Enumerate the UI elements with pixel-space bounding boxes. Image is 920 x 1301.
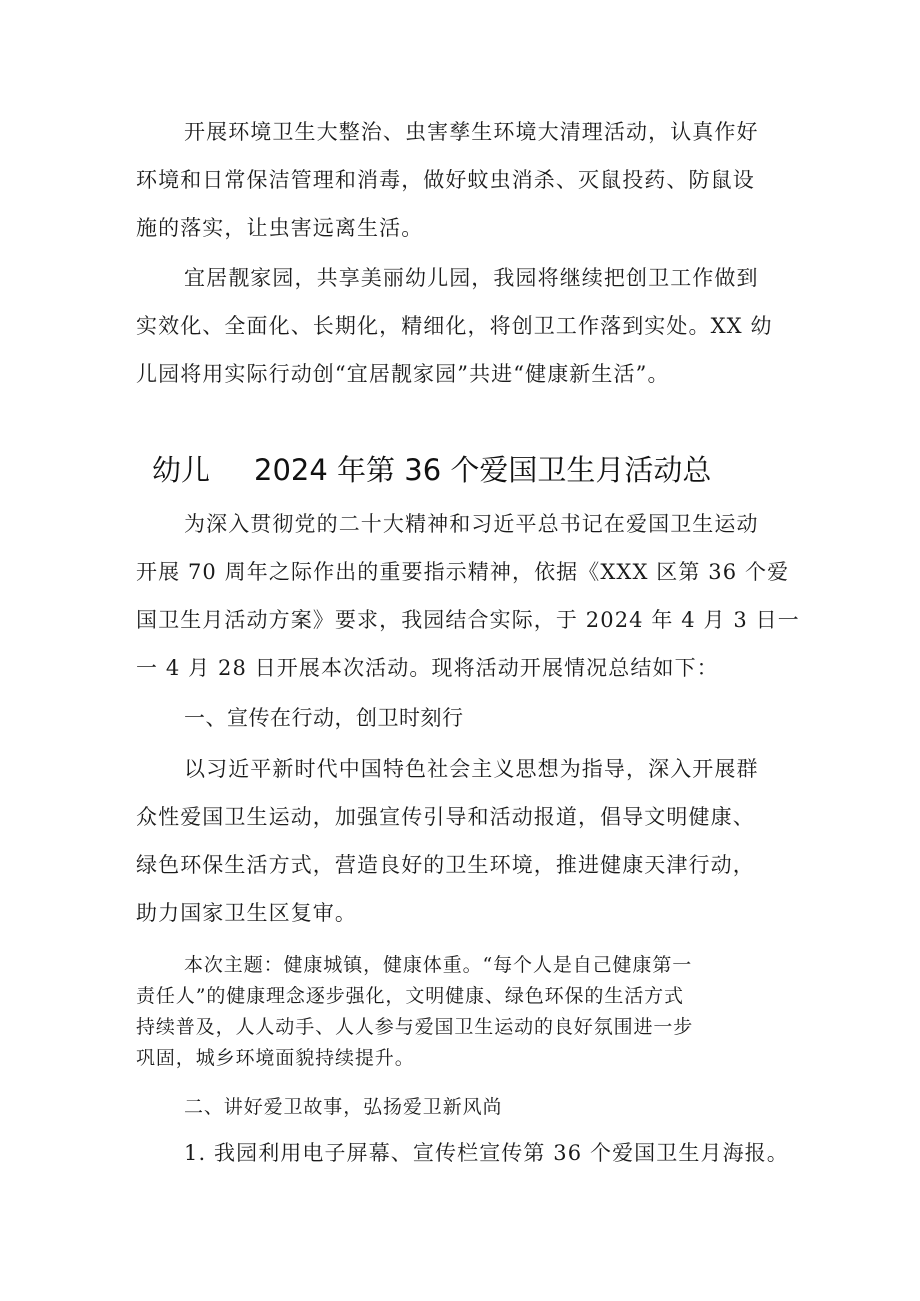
- paragraph-line: 一 4 月 28 日开展本次活动。现将活动开展情况总结如下：: [136, 656, 719, 680]
- paragraph-line: 开展环境卫生大整治、虫害孳生环境大清理活动，认真作好: [184, 120, 759, 144]
- paragraph-line: 本次主题：健康城镇，健康体重。“每个人是自己健康第一: [184, 954, 693, 976]
- section-heading: 二、讲好爱卫故事，弘扬爱卫新风尚: [184, 1096, 503, 1118]
- paragraph-line: 以习近平新时代中国特色社会主义思想为指导，深入开展群: [184, 757, 759, 781]
- paragraph-line: 施的落实，让虫害远离生活。: [136, 216, 424, 240]
- paragraph-line: 儿园将用实际行动创“宜居靓家园”共进“健康新生活”。: [136, 362, 670, 386]
- paragraph-line: 巩固，城乡环境面貌持续提升。: [136, 1047, 415, 1069]
- paragraph-line: 环境和日常保洁管理和消毒，做好蚊虫消杀、灭鼠投药、防鼠设: [136, 168, 755, 192]
- paragraph-line: 众性爱国卫生运动，加强宣传引导和活动报道，倡导文明健康、: [136, 805, 755, 829]
- paragraph-line: 开展 70 周年之际作出的重要指示精神，依据《XXX 区第 36 个爱: [136, 560, 790, 584]
- paragraph-line: 持续普及，人人动手、人人参与爱国卫生运动的良好氛围进一步: [136, 1016, 694, 1038]
- paragraph-line: 宜居靓家园，共享美丽幼儿园，我园将继续把创卫工作做到: [184, 266, 759, 290]
- paragraph-line: 助力国家卫生区复审。: [136, 901, 357, 925]
- title-main: 2024 年第 36 个爱国卫生月活动总: [254, 453, 712, 487]
- paragraph-line: 绿色环保生活方式，营造良好的卫生环境，推进健康天津行动，: [136, 853, 755, 877]
- paragraph-line: 责任人”的健康理念逐步强化，文明健康、绿色环保的生活方式: [136, 985, 684, 1007]
- paragraph-line: 为深入贯彻党的二十大精神和习近平总书记在爱国卫生运动: [184, 512, 759, 536]
- paragraph-line: 国卫生月活动方案》要求，我园结合实际，于 2024 年 4 月 3 日一: [136, 608, 800, 632]
- section-heading: 一、宣传在行动，创卫时刻行: [184, 706, 464, 730]
- paragraph-line: 实效化、全面化、长期化，精细化，将创卫工作落到实处。XX 幼: [136, 314, 773, 338]
- title-lead: 幼儿: [152, 453, 211, 487]
- list-item: 1. 我园利用电子屏幕、宣传栏宣传第 36 个爱国卫生月海报。: [184, 1141, 789, 1165]
- page-title: [152, 453, 712, 487]
